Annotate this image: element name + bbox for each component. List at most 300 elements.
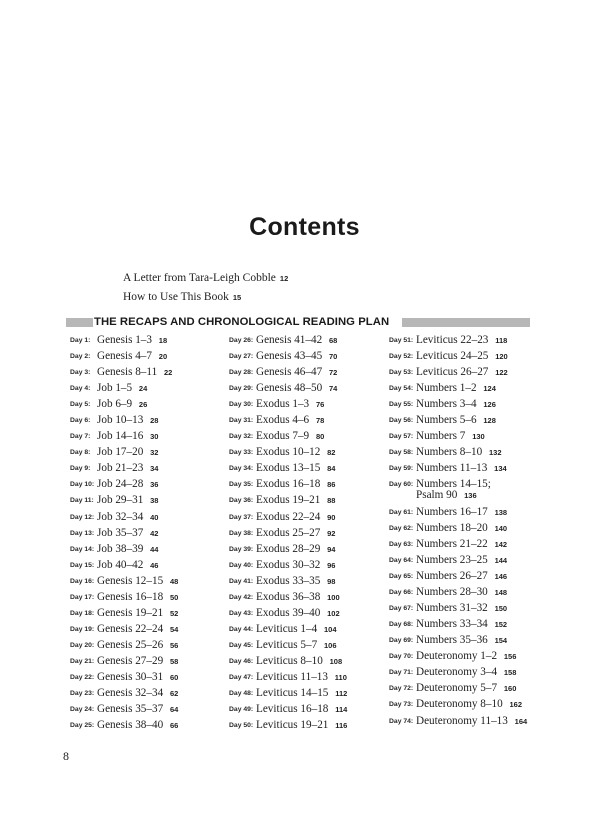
- entry-body: [97, 526, 158, 541]
- entry-page-number: 94: [327, 544, 336, 554]
- reading-plan-entry[interactable]: [70, 558, 218, 574]
- reading-plan-entry[interactable]: [389, 569, 539, 585]
- day-label: Day 67:: [389, 605, 414, 613]
- reading-range: Numbers 23–25: [416, 554, 488, 567]
- day-label: Day 73:: [389, 701, 414, 709]
- day-label: Day 3:: [70, 369, 91, 377]
- entry-page-number: 160: [503, 684, 517, 694]
- entry-page-number: 134: [494, 464, 507, 474]
- reading-range: Genesis 41–42: [256, 334, 323, 346]
- entry-page-number: 120: [495, 352, 508, 362]
- entry-body: [416, 461, 507, 476]
- reading-range: Job 29–31: [97, 494, 144, 507]
- day-label: Day 32:: [229, 433, 254, 441]
- reading-range: Job 6–9: [97, 398, 133, 411]
- reading-plan-entry[interactable]: [229, 397, 379, 413]
- entry-page-number: 104: [324, 624, 337, 634]
- reading-range: Genesis 1–3: [97, 334, 152, 346]
- entry-page-number: 112: [335, 689, 348, 699]
- entry-page-number: 126: [483, 400, 496, 410]
- entry-body: [256, 606, 340, 621]
- entry-page-number: 28: [150, 416, 159, 426]
- reading-plan-entry[interactable]: [70, 365, 218, 381]
- reading-plan-entry[interactable]: [70, 349, 218, 365]
- header-rule-right: [402, 318, 530, 327]
- day-label: Day 54:: [389, 385, 414, 393]
- front-matter-title: A Letter from Tara-Leigh Cobble: [123, 272, 276, 284]
- reading-range: Exodus 19–21: [256, 494, 321, 507]
- day-label: Day 74:: [389, 717, 414, 725]
- entry-body: [256, 493, 335, 508]
- front-matter-page: 12: [279, 274, 289, 283]
- entry-page-number: 20: [158, 352, 168, 362]
- entry-page-number: 52: [169, 608, 179, 618]
- reading-plan-entry[interactable]: [229, 542, 379, 558]
- entry-page-number: 130: [472, 432, 485, 442]
- day-label: Day 52:: [389, 353, 414, 361]
- reading-range: Numbers 31–32: [416, 602, 488, 615]
- day-label: Day 55:: [389, 401, 414, 409]
- entry-page-number: 22: [163, 368, 173, 378]
- reading-range: Deuteronomy 8–10: [416, 698, 503, 711]
- entry-page-number: 162: [509, 700, 522, 710]
- reading-plan-entry[interactable]: [229, 574, 379, 590]
- reading-range: Job 40–42: [97, 558, 144, 571]
- entry-body: [416, 397, 496, 412]
- entry-page-number: 40: [150, 512, 159, 522]
- entry-body: [97, 461, 158, 476]
- day-label: Day 64:: [389, 557, 414, 565]
- reading-plan-entry[interactable]: [70, 574, 218, 590]
- reading-plan-entry[interactable]: [229, 477, 379, 493]
- entry-page-number: 80: [315, 432, 325, 442]
- day-label: Day 61:: [389, 508, 414, 516]
- reading-plan-entry[interactable]: [70, 590, 218, 606]
- reading-plan-entry[interactable]: [389, 477, 539, 505]
- reading-range: Genesis 4–7: [97, 350, 152, 363]
- reading-plan-entry[interactable]: [229, 333, 379, 349]
- reading-plan-column-2: [229, 333, 379, 734]
- entry-body: [256, 622, 337, 637]
- entry-page-number: 90: [327, 512, 336, 522]
- day-label: Day 45:: [229, 641, 254, 649]
- entry-page-number: 98: [327, 576, 336, 586]
- reading-plan-entry[interactable]: [389, 553, 539, 569]
- reading-range: Exodus 36–38: [256, 590, 321, 603]
- reading-plan-entry[interactable]: [70, 397, 218, 413]
- reading-range: Exodus 1–3: [256, 398, 310, 411]
- day-label: Day 6:: [70, 417, 91, 425]
- entry-page-number: 86: [327, 480, 336, 490]
- entry-body: [97, 349, 167, 364]
- entry-body: [416, 617, 507, 632]
- entry-page-number: 42: [150, 528, 159, 538]
- reading-range: Exodus 13–15: [256, 462, 321, 475]
- entry-body: [97, 574, 178, 589]
- entry-body: [97, 510, 158, 525]
- reading-plan-column-3: [389, 333, 539, 730]
- reading-plan-entry[interactable]: [389, 521, 539, 537]
- day-label: Day 10:: [70, 481, 95, 489]
- reading-range: Numbers 3–4: [416, 398, 477, 411]
- reading-range: Genesis 30–31: [97, 670, 164, 683]
- reading-plan-entry[interactable]: [70, 702, 218, 718]
- entry-body: [416, 381, 496, 396]
- entry-page-number: 152: [494, 620, 508, 630]
- day-label: Day 57:: [389, 433, 414, 441]
- reading-plan-entry[interactable]: [70, 654, 218, 670]
- reading-plan-entry[interactable]: [70, 526, 218, 542]
- entry-page-number: 148: [494, 588, 508, 598]
- day-label: Day 56:: [389, 417, 414, 425]
- entry-body: [97, 365, 172, 380]
- reading-plan-entry[interactable]: [389, 617, 539, 633]
- entry-body: [256, 702, 347, 717]
- entry-body: [256, 718, 347, 733]
- reading-plan-entry[interactable]: [229, 590, 379, 606]
- entry-body: [416, 633, 507, 648]
- day-label: Day 23:: [70, 690, 95, 698]
- reading-plan-entry[interactable]: [389, 505, 539, 521]
- section-header: [66, 314, 530, 331]
- day-label: Day 28:: [229, 369, 254, 377]
- reading-range: Job 1–5: [97, 382, 133, 395]
- reading-plan-entry[interactable]: [70, 461, 218, 477]
- reading-plan-entry[interactable]: [229, 606, 379, 622]
- reading-plan-entry[interactable]: [389, 333, 539, 349]
- entry-page-number: 138: [494, 507, 508, 517]
- reading-range: Leviticus 22–23: [416, 334, 489, 346]
- reading-plan-entry[interactable]: [70, 718, 218, 734]
- header-rule-left: [66, 318, 93, 327]
- entry-page-number: 150: [494, 604, 508, 614]
- reading-range: Numbers 7: [416, 430, 466, 443]
- entry-page-number: 24: [138, 384, 148, 394]
- reading-plan-entry[interactable]: [389, 537, 539, 553]
- page-number: 8: [63, 749, 69, 763]
- day-label: Day 70:: [389, 653, 414, 661]
- day-label: Day 48:: [229, 690, 254, 698]
- reading-plan-entry[interactable]: [229, 445, 379, 461]
- entry-page-number: 116: [335, 721, 348, 731]
- reading-range: Genesis 27–29: [97, 654, 164, 667]
- entry-body: [256, 670, 347, 685]
- reading-plan-entry[interactable]: [389, 461, 539, 477]
- day-label: Day 34:: [229, 465, 254, 473]
- entry-page-number: 102: [327, 608, 340, 618]
- reading-plan-entry[interactable]: [70, 429, 218, 445]
- reading-plan-entry[interactable]: [389, 585, 539, 601]
- reading-plan-entry[interactable]: [70, 638, 218, 654]
- day-label: Day 30:: [229, 401, 254, 409]
- entry-page-number: 66: [169, 721, 179, 731]
- day-label: Day 72:: [389, 685, 414, 693]
- entry-page-number: 136: [464, 491, 477, 501]
- front-matter-item[interactable]: [123, 269, 288, 288]
- entry-page-number: 114: [335, 705, 348, 715]
- reading-plan-entry[interactable]: [389, 649, 539, 665]
- reading-plan-entry[interactable]: [389, 665, 539, 681]
- reading-range: Job 35–37: [97, 526, 144, 539]
- entry-body: [97, 542, 158, 557]
- entry-body: [97, 445, 158, 460]
- reading-range: Exodus 4–6: [256, 414, 310, 427]
- reading-range: Deuteronomy 1–2: [416, 650, 498, 663]
- reading-plan-entry[interactable]: [70, 493, 218, 509]
- entry-body: [416, 445, 502, 460]
- entry-body: [256, 686, 347, 701]
- entry-body: [256, 638, 337, 653]
- reading-range: Deuteronomy 5–7: [416, 682, 498, 695]
- entry-body: [256, 413, 324, 428]
- entry-page-number: 122: [495, 368, 508, 378]
- day-label: Day 29:: [229, 385, 254, 393]
- day-label: Day 42:: [229, 593, 254, 601]
- reading-range: Deuteronomy 11–13: [416, 714, 508, 727]
- entry-body: [416, 365, 508, 380]
- reading-plan-entry[interactable]: [389, 697, 539, 713]
- reading-plan-entry[interactable]: [70, 670, 218, 686]
- entry-body: [416, 714, 527, 729]
- entry-body: [256, 590, 340, 605]
- reading-plan-entry[interactable]: [229, 429, 379, 445]
- reading-plan-entry[interactable]: [229, 702, 379, 718]
- entry-page-number: 58: [169, 656, 179, 666]
- entry-body: [97, 558, 158, 573]
- reading-plan-entry[interactable]: [229, 365, 379, 381]
- entry-page-number: 36: [150, 480, 159, 490]
- entry-body: [256, 365, 337, 380]
- reading-plan-entry[interactable]: [389, 413, 539, 429]
- entry-body: [256, 477, 335, 492]
- reading-range: Numbers 26–27: [416, 570, 488, 583]
- reading-range: Genesis 19–21: [97, 606, 164, 619]
- entry-body: [256, 558, 335, 573]
- entry-page-number: 128: [483, 416, 496, 426]
- entry-page-number: 124: [483, 384, 496, 394]
- entry-page-number: 84: [327, 464, 336, 474]
- entry-body: [97, 654, 178, 669]
- entry-page-number: 34: [150, 464, 159, 474]
- reading-plan-entry[interactable]: [229, 349, 379, 365]
- entry-page-number: 70: [328, 352, 338, 362]
- entry-body: [97, 590, 178, 605]
- day-label: Day 62:: [389, 524, 414, 532]
- entry-body: [416, 537, 507, 552]
- day-label: Day 25:: [70, 722, 95, 730]
- entry-body: [416, 521, 507, 536]
- reading-range: Exodus 39–40: [256, 606, 321, 619]
- entry-page-number: 108: [329, 656, 343, 666]
- entry-page-number: 96: [327, 560, 336, 570]
- day-label: Day 38:: [229, 529, 254, 537]
- reading-range: Numbers 11–13: [416, 462, 488, 475]
- reading-plan-entry[interactable]: [229, 526, 379, 542]
- reading-plan-entry[interactable]: [70, 510, 218, 526]
- reading-plan-entry[interactable]: [70, 413, 218, 429]
- entry-body: [97, 670, 178, 685]
- reading-range: Numbers 18–20: [416, 521, 488, 534]
- reading-range: Genesis 38–40: [97, 719, 164, 732]
- reading-plan-entry[interactable]: [70, 333, 218, 349]
- entry-body: [416, 333, 507, 348]
- day-label: Day 8:: [70, 449, 91, 457]
- reading-plan-entry[interactable]: [70, 686, 218, 702]
- entry-page-number: 146: [494, 572, 508, 582]
- entry-page-number: 74: [328, 384, 338, 394]
- reading-range: Deuteronomy 3–4: [416, 666, 498, 679]
- entry-body: [97, 477, 158, 492]
- reading-plan-entry[interactable]: [70, 606, 218, 622]
- day-label: Day 20:: [70, 641, 95, 649]
- entry-body: [97, 702, 178, 717]
- entry-body: [416, 477, 520, 502]
- reading-range: Job 14–16: [97, 430, 144, 443]
- reading-plan-entry[interactable]: [389, 349, 539, 365]
- reading-plan-entry[interactable]: [70, 477, 218, 493]
- entry-body: [97, 718, 178, 733]
- reading-plan-entry[interactable]: [70, 381, 218, 397]
- day-label: Day 35:: [229, 481, 254, 489]
- reading-plan-entry[interactable]: [389, 714, 539, 730]
- entry-page-number: 26: [138, 400, 148, 410]
- reading-plan-entry[interactable]: [70, 445, 218, 461]
- reading-plan-entry[interactable]: [229, 718, 379, 734]
- front-matter-item[interactable]: [123, 288, 288, 307]
- entry-body: [97, 413, 158, 428]
- reading-range: Numbers 16–17: [416, 505, 488, 518]
- day-label: Day 58:: [389, 449, 414, 457]
- reading-plan-entry[interactable]: [229, 413, 379, 429]
- entry-body: [416, 429, 485, 444]
- entry-page-number: 78: [315, 416, 325, 426]
- entry-page-number: 132: [488, 448, 502, 458]
- entry-page-number: 60: [169, 672, 179, 682]
- day-label: Day 27:: [229, 353, 254, 361]
- entry-page-number: 32: [150, 448, 159, 458]
- reading-range: Job 17–20: [97, 446, 144, 459]
- reading-plan-entry[interactable]: [389, 381, 539, 397]
- reading-plan-entry[interactable]: [229, 654, 379, 670]
- reading-plan-entry[interactable]: [229, 461, 379, 477]
- day-label: Day 63:: [389, 541, 414, 549]
- day-label: Day 49:: [229, 706, 254, 714]
- reading-plan-entry[interactable]: [389, 681, 539, 697]
- reading-range: Exodus 30–32: [256, 558, 321, 571]
- reading-plan-entry[interactable]: [229, 381, 379, 397]
- reading-plan-entry[interactable]: [389, 445, 539, 461]
- entry-body: [97, 429, 158, 444]
- reading-plan-entry[interactable]: [389, 397, 539, 413]
- day-label: Day 53:: [389, 369, 414, 377]
- entry-body: [256, 333, 337, 348]
- entry-body: [97, 638, 178, 653]
- day-label: Day 2:: [70, 353, 91, 361]
- entry-body: [256, 526, 335, 541]
- reading-range: Leviticus 24–25: [416, 350, 489, 363]
- reading-range: Job 32–34: [97, 510, 144, 523]
- reading-range: Leviticus 14–15: [256, 687, 329, 700]
- reading-plan-entry[interactable]: [389, 429, 539, 445]
- entry-page-number: 142: [494, 540, 508, 550]
- front-matter-page: 15: [232, 293, 242, 302]
- reading-plan-entry[interactable]: [70, 542, 218, 558]
- day-label: Day 36:: [229, 497, 254, 505]
- reading-range: Genesis 16–18: [97, 590, 164, 603]
- entry-page-number: 72: [328, 368, 338, 378]
- reading-plan-entry[interactable]: [229, 638, 379, 654]
- entry-page-number: 88: [327, 496, 336, 506]
- entry-body: [97, 381, 147, 396]
- front-matter-list: [123, 269, 288, 307]
- reading-range: Genesis 25–26: [97, 638, 164, 651]
- reading-range: Genesis 46–47: [256, 366, 323, 379]
- day-label: Day 51:: [389, 337, 414, 344]
- day-label: Day 41:: [229, 577, 254, 585]
- reading-plan-entry[interactable]: [229, 670, 379, 686]
- day-label: Day 37:: [229, 513, 254, 521]
- entry-body: [97, 397, 147, 412]
- entry-page-number: 140: [494, 523, 508, 533]
- reading-plan-entry[interactable]: [70, 622, 218, 638]
- day-label: Day 68:: [389, 621, 414, 629]
- reading-range: Genesis 22–24: [97, 622, 164, 635]
- reading-range: Leviticus 26–27: [416, 366, 489, 379]
- reading-range: Numbers 21–22: [416, 538, 488, 551]
- day-label: Day 26:: [229, 337, 254, 344]
- day-label: Day 50:: [229, 722, 254, 730]
- entry-body: [97, 622, 178, 637]
- reading-range: Job 21–23: [97, 462, 144, 475]
- entry-page-number: 154: [494, 636, 508, 646]
- reading-range: Leviticus 5–7: [256, 638, 318, 651]
- reading-plan-entry[interactable]: [389, 633, 539, 649]
- entry-body: [256, 397, 324, 412]
- day-label: Day 44:: [229, 625, 254, 633]
- reading-plan-entry[interactable]: [229, 622, 379, 638]
- entry-page-number: 50: [169, 592, 179, 602]
- entry-body: [256, 510, 335, 525]
- day-label: Day 69:: [389, 637, 414, 645]
- reading-plan-entry[interactable]: [229, 493, 379, 509]
- entry-body: [416, 569, 507, 584]
- day-label: Day 59:: [389, 465, 414, 473]
- entry-body: [256, 654, 342, 669]
- entry-page-number: 76: [315, 400, 325, 410]
- reading-plan-entry[interactable]: [229, 686, 379, 702]
- entry-body: [416, 681, 516, 696]
- reading-range: Genesis 32–34: [97, 687, 164, 700]
- entry-body: [416, 649, 516, 664]
- reading-range: Numbers 28–30: [416, 586, 488, 599]
- entry-body: [97, 493, 158, 508]
- reading-plan-entry[interactable]: [229, 558, 379, 574]
- reading-plan-entry[interactable]: [389, 601, 539, 617]
- entry-page-number: 54: [169, 624, 179, 634]
- entry-page-number: 158: [503, 668, 517, 678]
- entry-page-number: 82: [327, 448, 336, 458]
- reading-range: Numbers 33–34: [416, 618, 488, 631]
- entry-body: [256, 445, 335, 460]
- entry-body: [416, 585, 507, 600]
- entry-body: [416, 349, 508, 364]
- day-label: Day 40:: [229, 561, 254, 569]
- reading-plan-entry[interactable]: [389, 365, 539, 381]
- day-label: Day 19:: [70, 625, 95, 633]
- reading-plan-entry[interactable]: [229, 510, 379, 526]
- entry-page-number: 156: [503, 652, 517, 662]
- day-label: Day 16:: [70, 577, 95, 585]
